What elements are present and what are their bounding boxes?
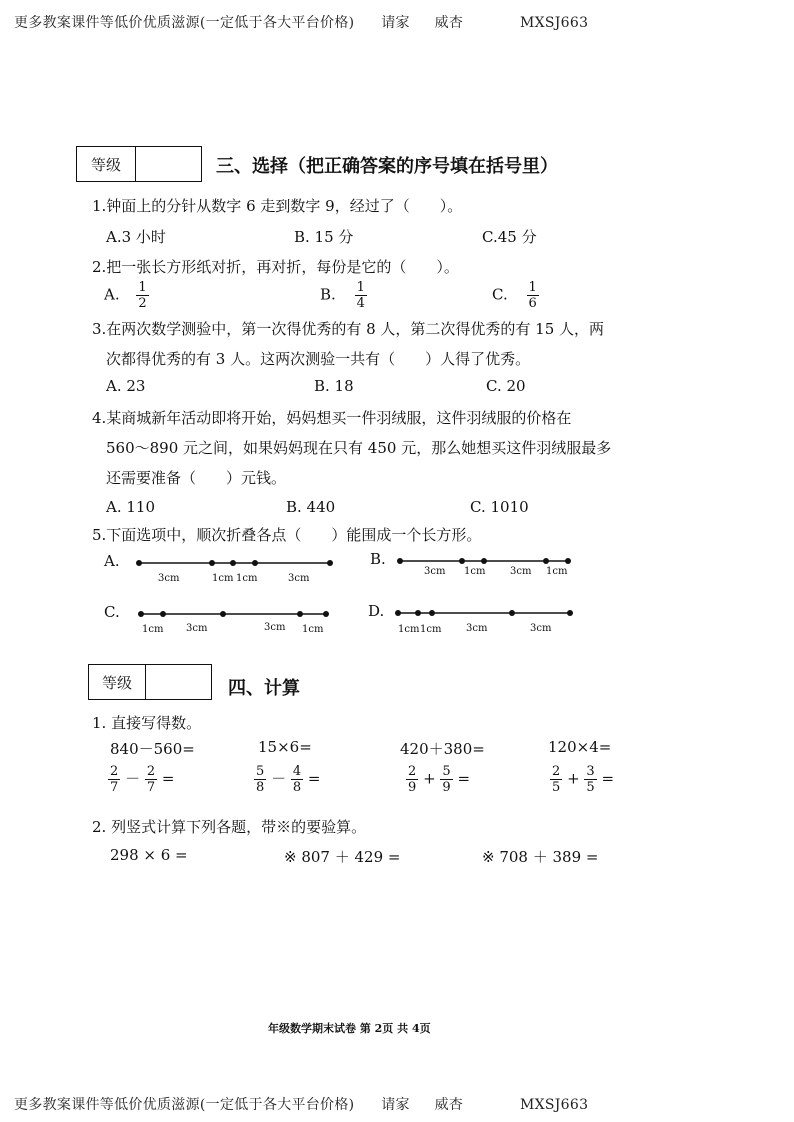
grade-label: 等级 — [89, 665, 146, 699]
operator: － — [271, 769, 287, 788]
fraction — [291, 764, 303, 795]
question-2: 2.把一张长方形纸对折，再对折，每份是它的（ ）。 — [92, 258, 459, 276]
seg-label: 1cm — [212, 573, 234, 584]
q5-option-c-letter: C. — [104, 603, 120, 621]
fold-line-c — [138, 611, 329, 617]
operator: － — [125, 769, 141, 788]
vertical-calc-item: 298 × 6 = — [110, 846, 188, 864]
question-4-line1: 4.某商城新年活动即将开始，妈妈想买一件羽绒服，这件羽绒服的价格在 — [92, 409, 572, 427]
seg-label: 3cm — [288, 573, 310, 584]
q1-option-c: C.45 分 — [482, 228, 537, 246]
fraction-expression — [108, 764, 175, 795]
q3-option-a: A. 23 — [106, 377, 146, 395]
fraction — [550, 764, 562, 795]
numerator: 2 — [552, 764, 561, 779]
denominator: 5 — [586, 780, 595, 795]
denominator: 2 — [138, 296, 147, 311]
calc-item: 840－560= — [110, 740, 195, 758]
q4-option-a: A. 110 — [106, 498, 155, 516]
fraction — [254, 764, 266, 795]
seg-label: 3cm — [530, 623, 552, 634]
fold-line-a — [136, 560, 333, 566]
banner-code: MXSJ663 — [519, 15, 589, 31]
banner-code: MXSJ663 — [519, 1097, 589, 1113]
seg-label: 3cm — [424, 566, 446, 577]
seg-label: 1cm — [398, 624, 420, 635]
q1-option-b: B. 15 分 — [294, 228, 354, 246]
calc-subheading-1: 1. 直接写得数。 — [92, 714, 202, 732]
q2-b-prefix: B. — [320, 285, 336, 304]
question-4-line2: 560～890 元之间，如果妈妈现在只有 450 元，那么她想买这件羽绒服最多 — [106, 439, 612, 457]
fraction — [406, 764, 418, 795]
denominator: 9 — [408, 780, 417, 795]
q5-option-b-letter: B. — [370, 550, 386, 568]
calc-item: 15×6= — [258, 738, 312, 756]
fraction — [108, 764, 120, 795]
seg-label: 1cm — [464, 566, 486, 577]
seg-label: 3cm — [264, 622, 286, 633]
seg-label: 1cm — [420, 624, 442, 635]
seg-label: 3cm — [466, 623, 488, 634]
q5-option-d-letter: D. — [368, 602, 385, 620]
seg-label: 3cm — [186, 623, 208, 634]
banner-contact-label: 请家 — [381, 1097, 410, 1113]
numerator: 1 — [356, 280, 365, 295]
seg-label: 3cm — [510, 566, 532, 577]
grade-box-section4 — [88, 664, 212, 700]
fraction-expression — [406, 764, 470, 795]
q5-option-a-letter: A. — [104, 552, 120, 570]
seg-label: 3cm — [158, 573, 180, 584]
fraction — [145, 764, 157, 795]
vertical-calc-item: ※ 708 ＋ 389 = — [482, 848, 599, 866]
q4-option-c: C. 1010 — [470, 498, 529, 516]
page-footer: 年级数学期末试卷 第 2页 共 4页 — [268, 1022, 431, 1035]
grade-blank[interactable] — [146, 665, 211, 699]
numerator: 1 — [528, 280, 537, 295]
equals: = — [457, 769, 471, 788]
seg-label: 1cm — [236, 573, 258, 584]
denominator: 8 — [292, 780, 302, 795]
operator: + — [567, 769, 580, 788]
bottom-banner — [14, 1094, 588, 1114]
equals: = — [161, 769, 175, 788]
banner-contact-name: 威杏 — [434, 1097, 464, 1113]
numerator: 4 — [292, 764, 302, 779]
numerator: 2 — [408, 764, 417, 779]
fold-line-d — [395, 610, 573, 616]
q2-c-prefix: C. — [492, 285, 508, 304]
denominator: 8 — [256, 780, 265, 795]
denominator: 4 — [356, 296, 365, 311]
banner-contact-name: 威杏 — [434, 15, 464, 31]
fold-line-b — [397, 558, 571, 564]
q1-option-a: A.3 小时 — [106, 228, 166, 246]
calc-subheading-2: 2. 列竖式计算下列各题，带※的要验算。 — [92, 818, 367, 836]
question-3-line2: 次都得优秀的有 3 人。这两次测验一共有（ ）人得了优秀。 — [106, 350, 531, 368]
numerator: 5 — [256, 764, 265, 779]
section4-title: 四、计算 — [228, 678, 300, 699]
fraction-expression — [254, 764, 321, 795]
q3-option-b: B. 18 — [314, 377, 354, 395]
numerator: 2 — [110, 764, 119, 779]
q2-a-prefix: A. — [104, 285, 120, 304]
banner-contact-label: 请家 — [381, 15, 410, 31]
denominator: 7 — [110, 780, 119, 795]
numerator: 3 — [586, 764, 595, 779]
denominator: 9 — [442, 780, 451, 795]
calc-item: 120×4= — [548, 738, 612, 756]
seg-label: 1cm — [302, 624, 324, 635]
q4-option-b: B. 440 — [286, 498, 336, 516]
equals: = — [307, 769, 321, 788]
denominator: 5 — [552, 780, 561, 795]
question-4-line3: 还需要准备（ ）元钱。 — [106, 469, 287, 487]
denominator: 7 — [146, 780, 156, 795]
fraction — [440, 764, 452, 795]
numerator: 1 — [138, 280, 147, 295]
operator: + — [423, 769, 436, 788]
grade-label: 等级 — [77, 147, 136, 181]
numerator: 5 — [442, 764, 451, 779]
q3-option-c: C. 20 — [486, 377, 526, 395]
section3-title: 三、选择（把正确答案的序号填在括号里） — [216, 156, 558, 177]
seg-label: 1cm — [546, 566, 568, 577]
seg-label: 1cm — [142, 624, 164, 635]
fraction — [584, 764, 596, 795]
fraction-expression — [550, 764, 614, 795]
numerator: 2 — [146, 764, 156, 779]
calc-item: 420＋380= — [400, 740, 485, 758]
vertical-calc-item: ※ 807 ＋ 429 = — [284, 848, 401, 866]
question-5: 5.下面选项中，顺次折叠各点（ ）能围成一个长方形。 — [92, 526, 482, 544]
banner-text: 更多教案课件等低价优质滋源(一定低于各大平台价格) — [14, 1097, 355, 1113]
question-3-line1: 3.在两次数学测验中，第一次得优秀的有 8 人，第二次得优秀的有 15 人，两 — [92, 320, 605, 338]
banner-text: 更多教案课件等低价优质滋源(一定低于各大平台价格) — [14, 15, 355, 31]
question-1: 1.钟面上的分针从数字 6 走到数字 9，经过了（ ）。 — [92, 197, 463, 215]
equals: = — [601, 769, 615, 788]
denominator: 6 — [528, 296, 537, 311]
